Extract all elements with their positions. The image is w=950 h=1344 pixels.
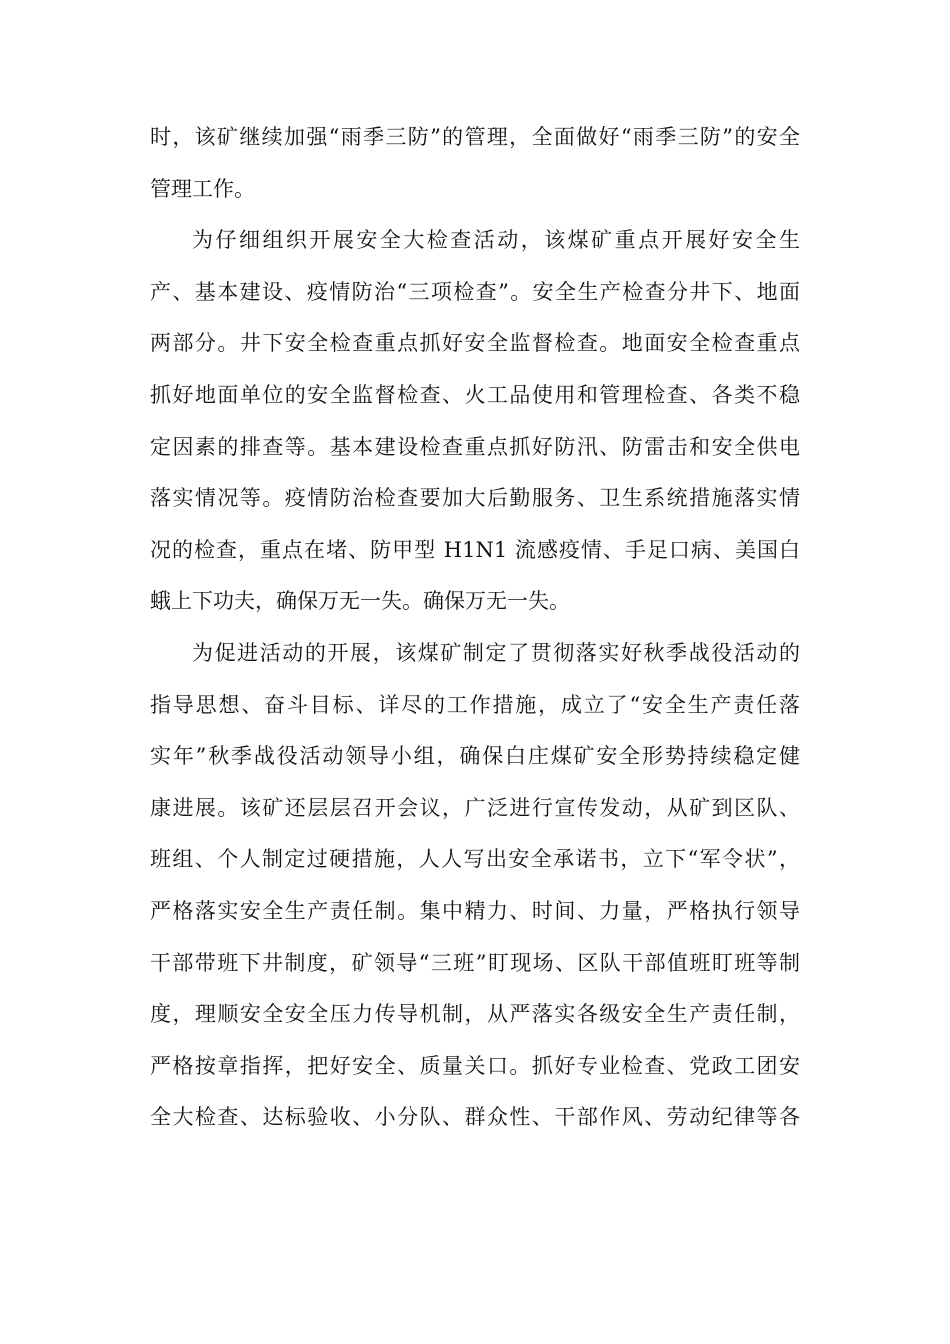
text-line: 实年”秋季战役活动领导小组，确保白庄煤矿安全形势持续稳定健 [150, 744, 800, 769]
text-line: 康进展。该矿还层层召开会议，广泛进行宣传发动，从矿到区队、 [150, 795, 800, 820]
text-line: 定因素的排查等。基本建设检查重点抓好防汛、防雷击和安全供电 [150, 434, 800, 459]
text-line: 况的检查，重点在堵、防甲型 H1N1 流感疫情、手足口病、美国白 [150, 537, 800, 562]
text-line: 管理工作。 [150, 176, 255, 201]
text-line: 为仔细组织开展安全大检查活动，该煤矿重点开展好安全生 [192, 228, 800, 253]
text-line: 时，该矿继续加强“雨季三防”的管理，全面做好“雨季三防”的安全 [150, 125, 800, 149]
text-line: 全大检查、达标验收、小分队、群众性、干部作风、劳动纪律等各 [150, 1105, 800, 1130]
text-line: 抓好地面单位的安全监督检查、火工品使用和管理检查、各类不稳 [150, 382, 800, 407]
text-line: 两部分。井下安全检查重点抓好安全监督检查。地面安全检查重点 [150, 331, 800, 356]
text-line: 班组、个人制定过硬措施，人人写出安全承诺书，立下“军令状”， [150, 847, 800, 872]
text-line: 蛾上下功夫，确保万无一失。确保万无一失。 [150, 589, 570, 614]
text-line: 为促进活动的开展，该煤矿制定了贯彻落实好秋季战役活动的 [192, 640, 800, 665]
text-line: 严格落实安全生产责任制。集中精力、时间、力量，严格执行领导 [150, 898, 800, 923]
text-line: 度，理顺安全安全压力传导机制，从严落实各级安全生产责任制， [150, 1002, 800, 1027]
text-line: 指导思想、奋斗目标、详尽的工作措施，成立了“安全生产责任落 [150, 692, 800, 717]
text-line: 产、基本建设、疫情防治“三项检查”。安全生产检查分井下、地面 [150, 279, 800, 304]
text-line: 严格按章指挥，把好安全、质量关口。抓好专业检查、党政工团安 [150, 1053, 800, 1078]
text-line: 干部带班下井制度，矿领导“三班”盯现场、区队干部值班盯班等制 [150, 950, 800, 975]
body-text [150, 112, 800, 1144]
text-line: 落实情况等。疫情防治检查要加大后勤服务、卫生系统措施落实情 [150, 486, 800, 511]
